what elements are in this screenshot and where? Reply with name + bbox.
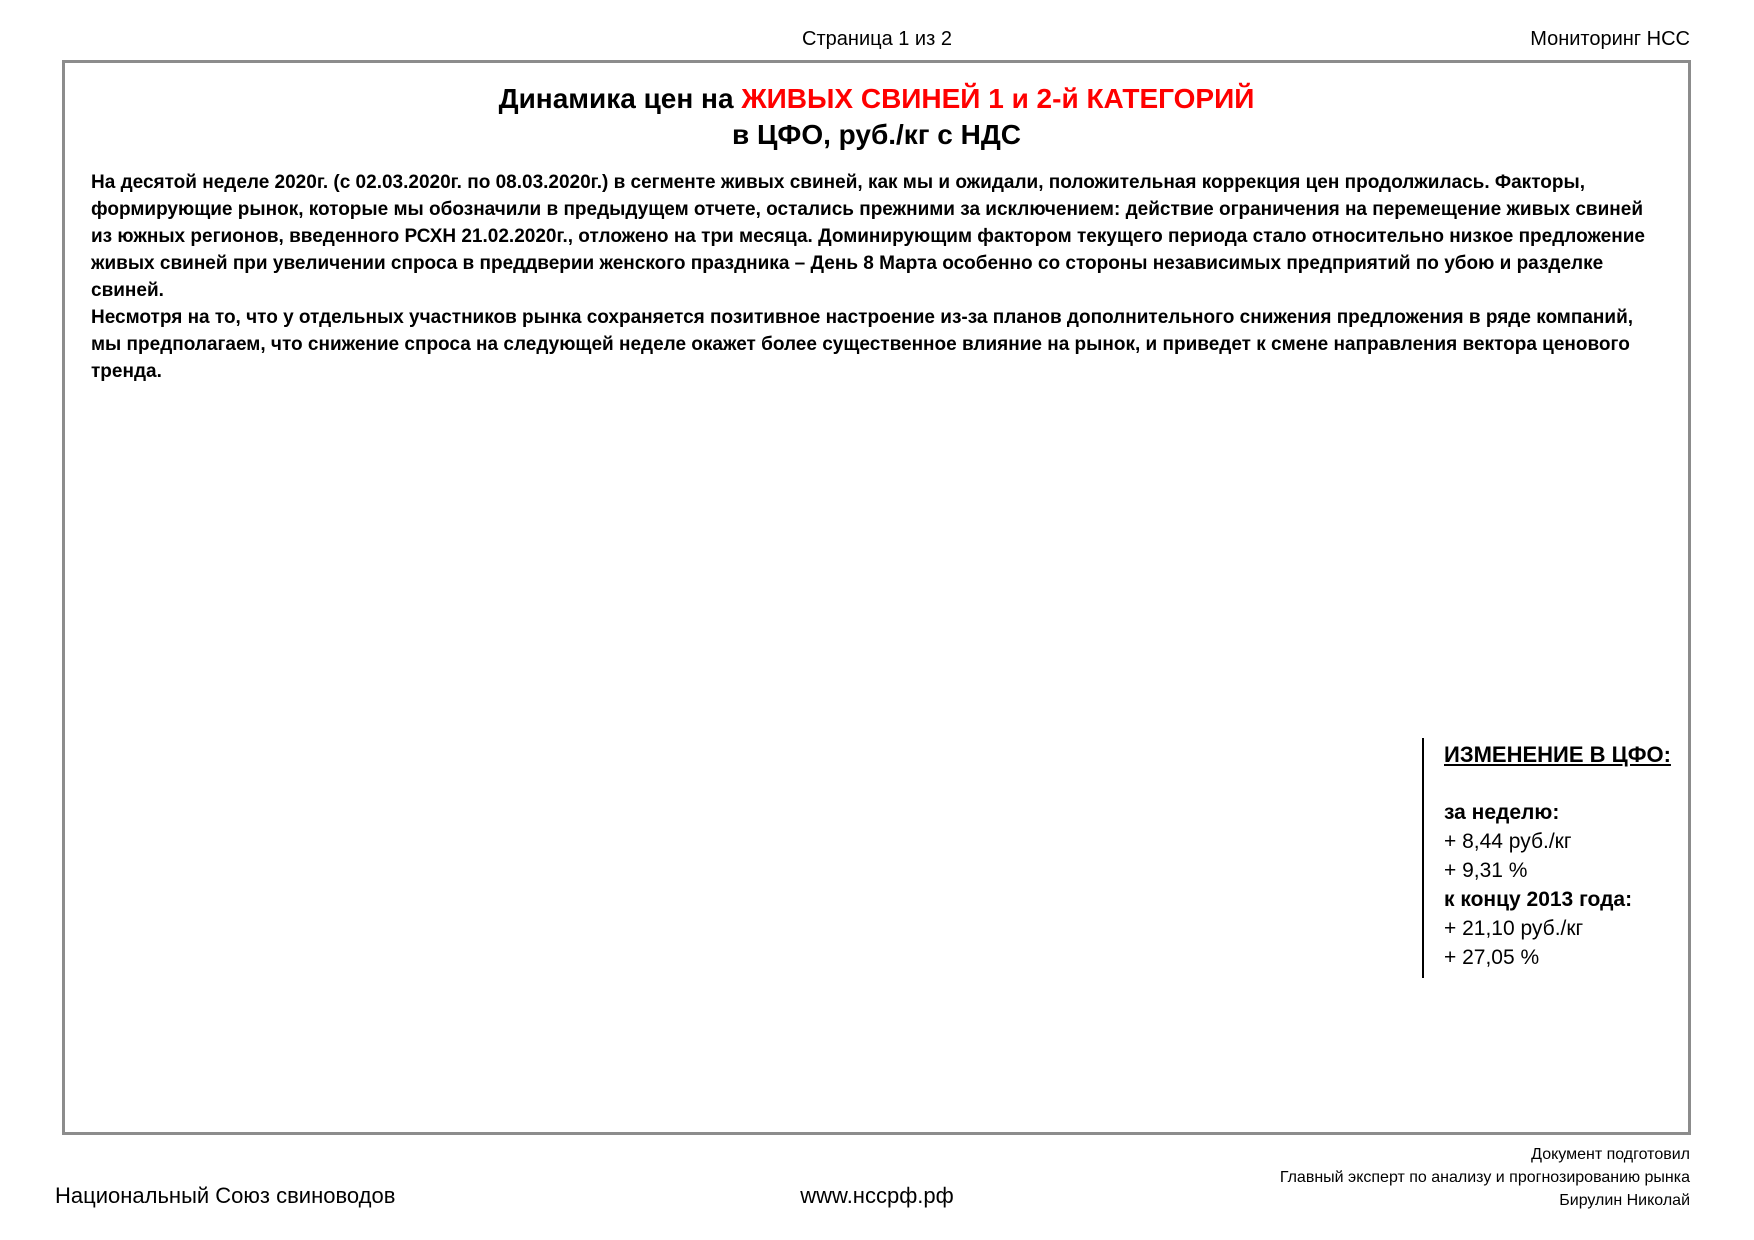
change-week-label: за неделю: bbox=[1444, 801, 1560, 824]
chart-title-prefix: Динамика цен на bbox=[498, 83, 742, 114]
change-box-title: ИЗМЕНЕНИЕ В ЦФО: bbox=[1444, 742, 1671, 767]
chart-title bbox=[65, 81, 1688, 154]
change-year-label: к концу 2013 года: bbox=[1444, 888, 1633, 911]
chart-title-line2: в ЦФО, руб./кг с НДС bbox=[731, 119, 1022, 151]
page-indicator: Страница 1 из 2 bbox=[802, 28, 952, 50]
change-year-pct: + 27,05 % bbox=[1444, 946, 1540, 969]
change-summary-box bbox=[1422, 738, 1682, 978]
footer-website: www.нссрф.рф bbox=[800, 1183, 954, 1208]
prepared-line-2: Главный эксперт по анализу и прогнозированию рынка bbox=[1279, 1169, 1690, 1187]
monitoring-label: Мониторинг НСС bbox=[1530, 28, 1690, 50]
chart-title-highlight: ЖИВЫХ СВИНЕЙ 1 и 2-й КАТЕГОРИЙ bbox=[741, 83, 1255, 114]
change-week-pct: + 9,31 % bbox=[1444, 859, 1528, 882]
commentary-text bbox=[91, 170, 1662, 386]
prepared-line-1: Документ подготовил bbox=[1531, 1146, 1690, 1163]
change-year-rub: + 21,10 руб./кг bbox=[1444, 917, 1584, 940]
change-week-rub: + 8,44 руб./кг bbox=[1444, 830, 1572, 853]
footer-prepared-by bbox=[1280, 1143, 1690, 1213]
prepared-line-3: Бирулин Николай bbox=[1559, 1192, 1690, 1210]
commentary-paragraph-2: Несмотря на то, что у отдельных участников рынка сохраняется позитивное настроение из-за планов дополнительного снижения предложения в ряде компаний, мы предполагаем, что снижение спроса на следующей неделе окажет более существенное влияние на рынок, и приведет к смене направления вектора ценового тренда. bbox=[91, 306, 1634, 382]
commentary-paragraph-1: На десятой неделе 2020г. (с 02.03.2020г. по 08.03.2020г.) в сегменте живых свиней, как мы и ожидали, положительная коррекция цен продолжилась. Факторы, формирующие рынок, которые мы обозначили в предыдущем отчете, остались прежними за исключением: действие ограничения на перемещение живых свиней из южных регионов, введенного РСХН 21.02.2020г., отложено на три месяца. Доминирующим фактором текущего периода стало относительно низкое предложение живых свиней при увеличении спроса в преддверии женского праздника – День 8 Марта особенно со стороны независимых предприятий по убою и разделке свиней. bbox=[91, 171, 1645, 301]
footer-organization: Национальный Союз свиноводов bbox=[55, 1183, 396, 1208]
